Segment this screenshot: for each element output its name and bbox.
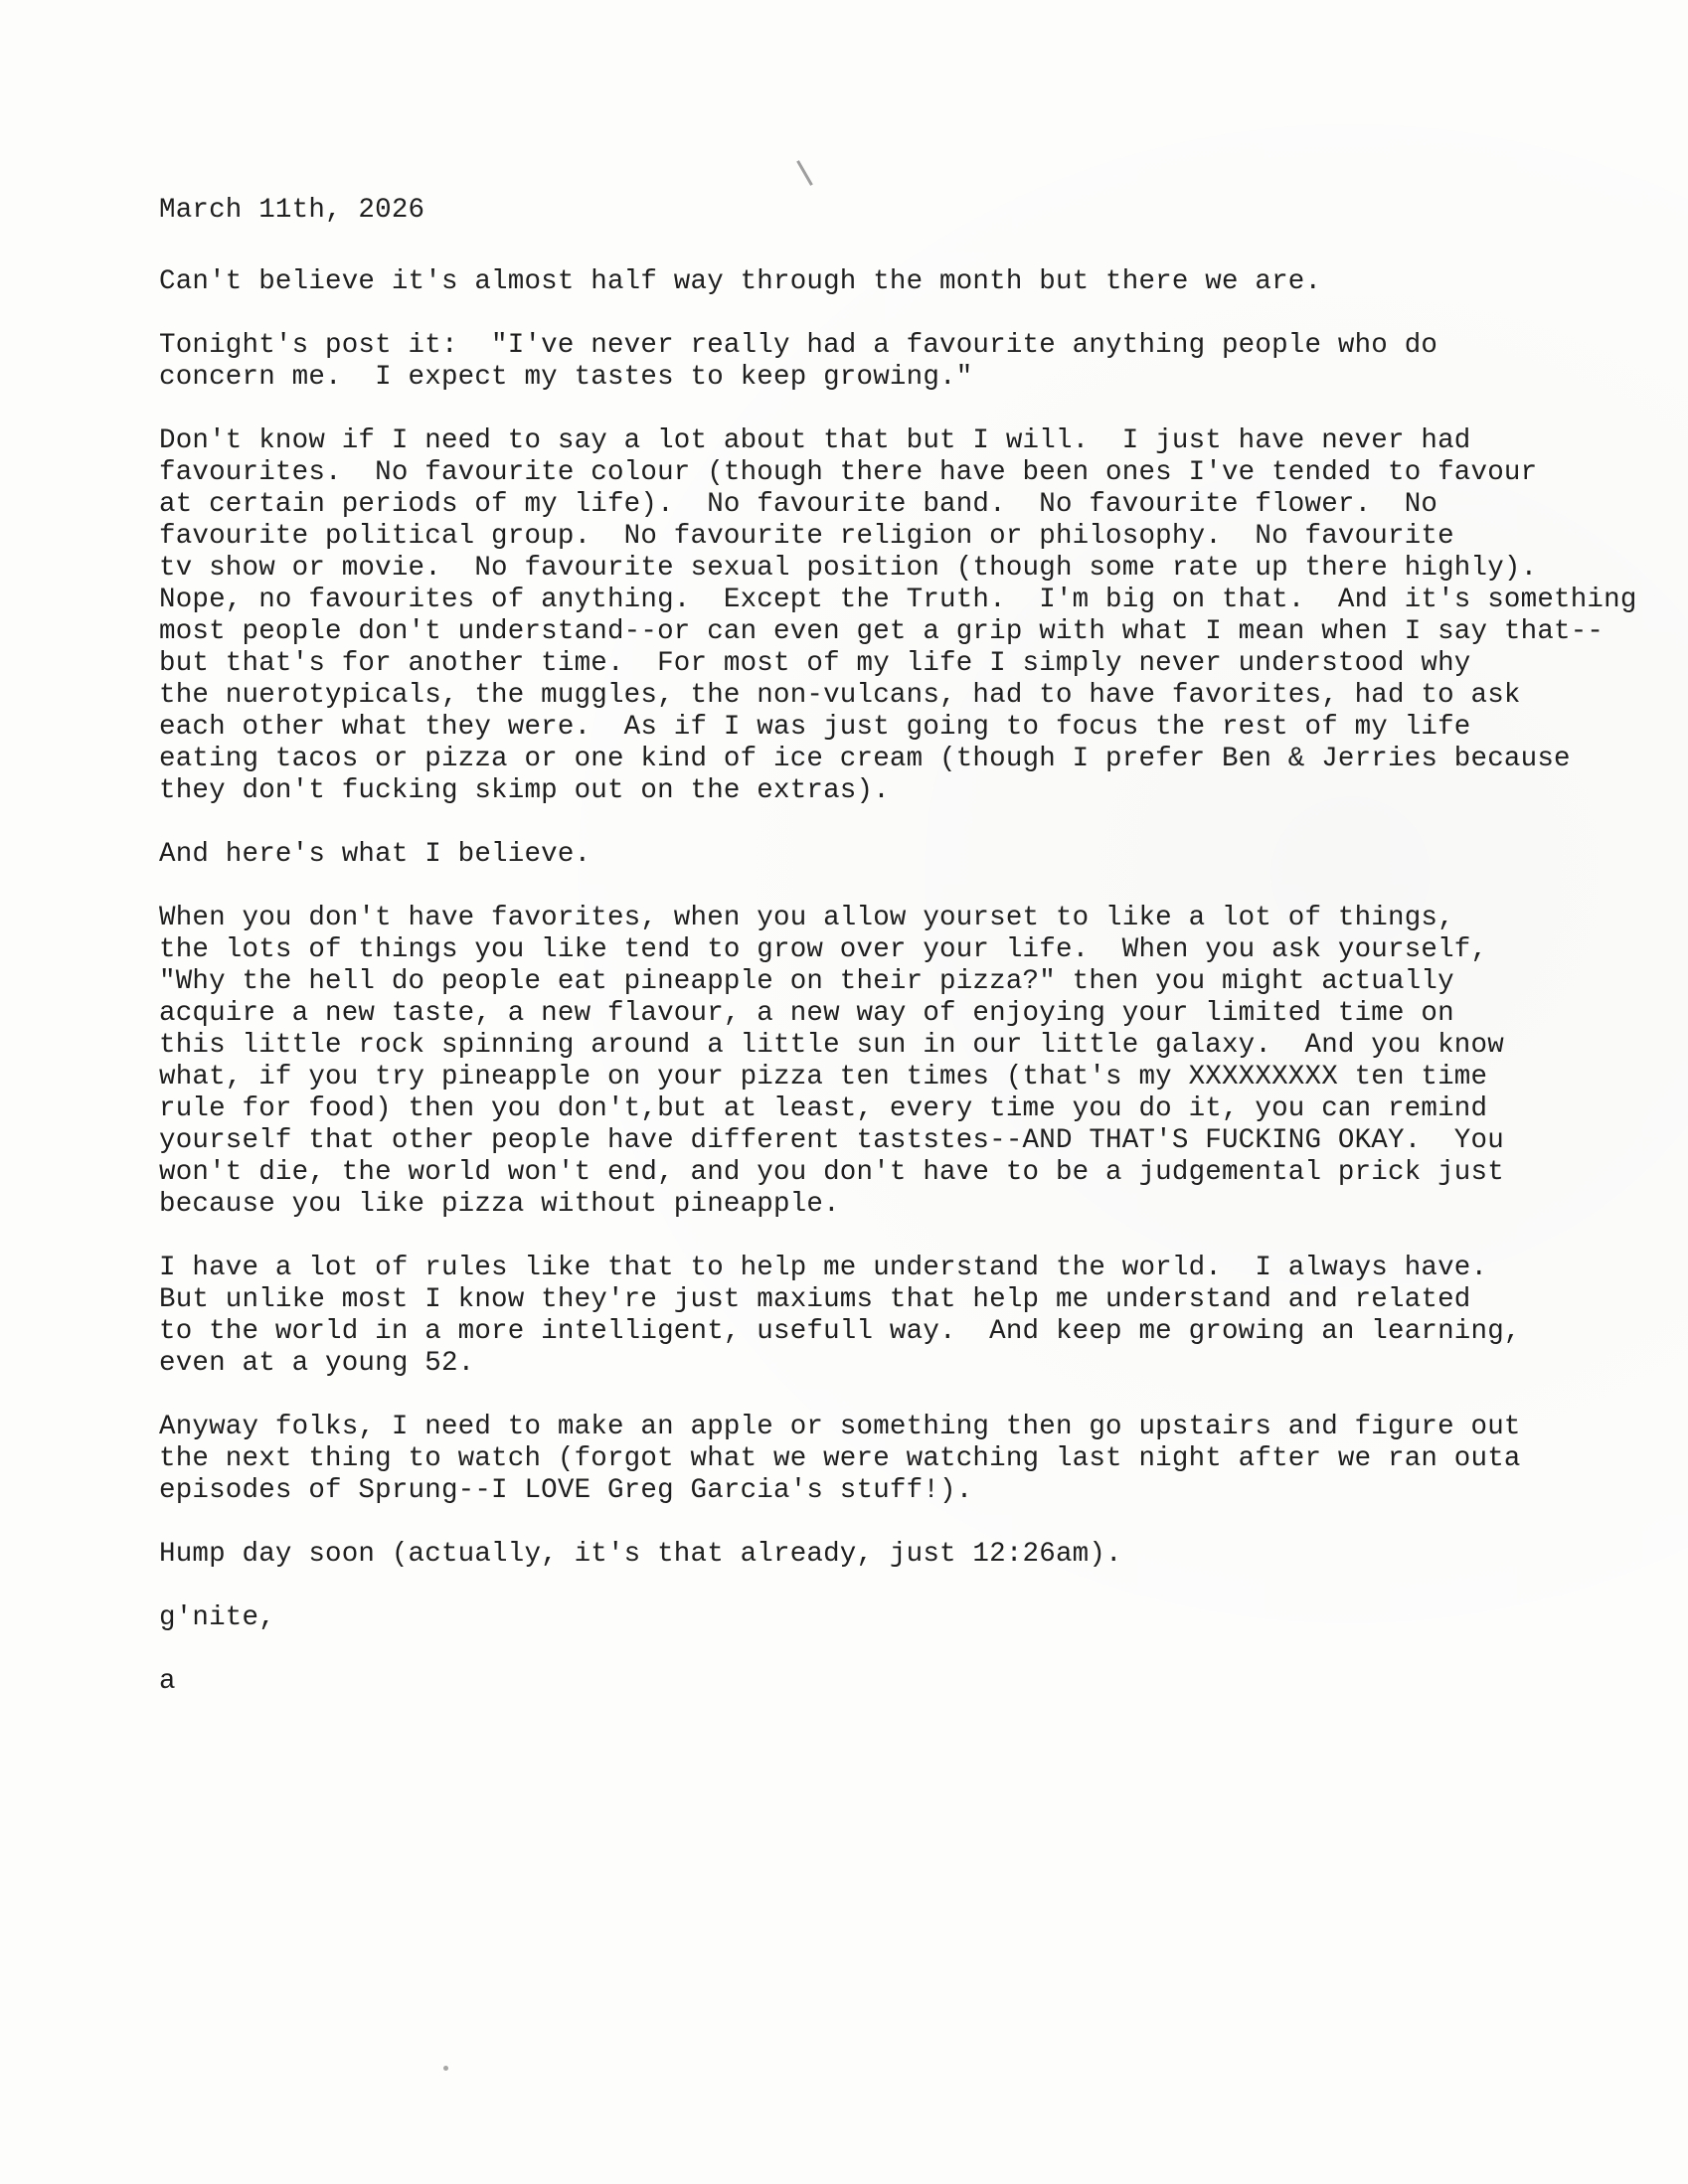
text-line: at certain periods of my life). No favourite band. No favourite flower. No bbox=[159, 489, 1438, 520]
paragraph-anyway bbox=[159, 1412, 1650, 1507]
text-line: Can't believe it's almost half way through the month but there we are. bbox=[159, 266, 1322, 297]
text-line: concern me. I expect my tastes to keep growing." bbox=[159, 362, 973, 393]
text-line: Don't know if I need to say a lot about that but I will. I just have never had bbox=[159, 425, 1471, 456]
text-line: won't die, the world won't end, and you don't have to be a judgemental prick just bbox=[159, 1157, 1504, 1188]
text-line: When you don't have favorites, when you allow yourset to like a lot of things, bbox=[159, 903, 1454, 933]
text-line: each other what they were. As if I was just going to focus the rest of my life bbox=[159, 712, 1471, 743]
text-line: most people don't understand--or can even get a grip with what I mean when I say that-- bbox=[159, 616, 1604, 647]
text-line: episodes of Sprung--I LOVE Greg Garcia's stuff!). bbox=[159, 1475, 973, 1506]
text-line: a bbox=[159, 1666, 176, 1697]
text-line: because you like pizza without pineapple. bbox=[159, 1189, 840, 1220]
text-line: Hump day soon (actually, it's that already, just 12:26am). bbox=[159, 1539, 1122, 1570]
text-line: favourite political group. No favourite religion or philosophy. No favourite bbox=[159, 521, 1454, 552]
paragraph-hump-day bbox=[159, 1539, 1650, 1571]
text-line: this little rock spinning around a little sun in our little galaxy. And you know bbox=[159, 1030, 1504, 1061]
text-line: favourites. No favourite colour (though there have been ones I've tended to favour bbox=[159, 457, 1538, 488]
text-line: I have a lot of rules like that to help me understand the world. I always have. bbox=[159, 1253, 1488, 1283]
paragraph-opening bbox=[159, 266, 1650, 298]
text-line: "Why the hell do people eat pineapple on their pizza?" then you might actually bbox=[159, 966, 1454, 997]
ink-speck bbox=[443, 2066, 448, 2071]
text-line: eating tacos or pizza or one kind of ice cream (though I prefer Ben & Jerries because bbox=[159, 744, 1571, 774]
paragraph-no-favourites bbox=[159, 425, 1650, 807]
text-line: But unlike most I know they're just maxiums that help me understand and related bbox=[159, 1284, 1471, 1315]
paragraph-post-it-quote bbox=[159, 330, 1650, 394]
text-line: tv show or movie. No favourite sexual position (though some rate up there highly). bbox=[159, 553, 1538, 584]
text-line: Nope, no favourites of anything. Except the Truth. I'm big on that. And it's something bbox=[159, 585, 1637, 615]
text-line: what, if you try pineapple on your pizza ten times (that's my XXXXXXXXX ten time bbox=[159, 1062, 1488, 1092]
letter-date: March 11th, 2026 bbox=[159, 195, 425, 226]
text-line: but that's for another time. For most of my life I simply never understood why bbox=[159, 648, 1471, 679]
text-line: yourself that other people have different taststes--AND THAT'S FUCKING OKAY. You bbox=[159, 1125, 1504, 1156]
stray-pen-mark bbox=[796, 160, 813, 186]
text-line: And here's what I believe. bbox=[159, 839, 591, 870]
text-line: rule for food) then you don't,but at least, every time you do it, you can remind bbox=[159, 1093, 1488, 1124]
text-line: Tonight's post it: "I've never really had a favourite anything people who do bbox=[159, 330, 1438, 361]
text-line: to the world in a more intelligent, usefull way. And keep me growing an learning, bbox=[159, 1316, 1521, 1347]
text-line: Anyway folks, I need to make an apple or something then go upstairs and figure out bbox=[159, 1412, 1521, 1442]
text-line: the lots of things you like tend to grow over your life. When you ask yourself, bbox=[159, 934, 1488, 965]
text-line: the next thing to watch (forgot what we were watching last night after we ran outa bbox=[159, 1443, 1521, 1474]
paragraph-pineapple bbox=[159, 903, 1650, 1221]
text-line: g'nite, bbox=[159, 1602, 275, 1633]
text-line: the nuerotypicals, the muggles, the non-vulcans, had to have favorites, had to ask bbox=[159, 680, 1521, 711]
closing-salutation bbox=[159, 1602, 1650, 1634]
text-line: they don't fucking skimp out on the extras). bbox=[159, 775, 890, 806]
letter-body bbox=[159, 195, 1650, 1730]
paragraph-belief-intro bbox=[159, 839, 1650, 871]
text-line: acquire a new taste, a new flavour, a new way of enjoying your limited time on bbox=[159, 998, 1454, 1029]
signature-initial bbox=[159, 1666, 1650, 1698]
paragraph-rules bbox=[159, 1253, 1650, 1380]
text-line: even at a young 52. bbox=[159, 1348, 475, 1379]
